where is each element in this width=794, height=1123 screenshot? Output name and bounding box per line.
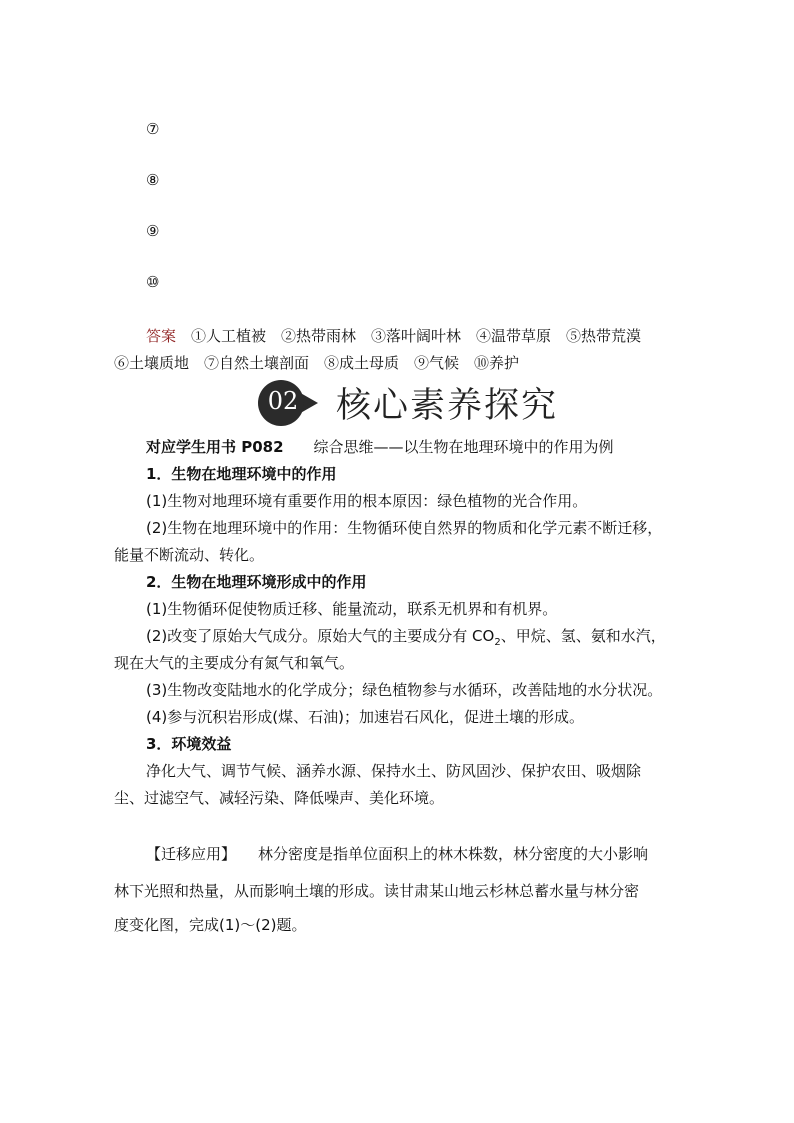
para-2a-text: (2)改变了原始大气成分。原始大气的主要成分有 CO (146, 627, 495, 645)
section-2-para-4: (4)参与沉积岩形成(煤、石油)；加速岩石风化，促进土壤的形成。 (146, 708, 584, 726)
reference-line (146, 436, 614, 458)
transfer-line-1 (146, 843, 648, 865)
section-banner (258, 378, 578, 428)
co2-subscript: 2 (494, 637, 501, 648)
transfer-text-1: 林分密度是指单位面积上的林木株数，林分密度的大小影响 (258, 845, 649, 863)
transfer-line-2: 林下光照和热量，从而影响土壤的形成。读甘肃某山地云杉林总蓄水量与林分密 (114, 882, 640, 900)
section-2-para-3: (3)生物改变陆地水的化学成分；绿色植物参与水循环，改善陆地的水分状况。 (146, 681, 663, 699)
section-3-para-1a: 净化大气、调节气候、涵养水源、保持水土、防风固沙、保护农田、吸烟除 (146, 762, 642, 780)
topic-title: 综合思维——以生物在地理环境中的作用为例 (313, 438, 614, 456)
banner-title: 核心素养探究 (336, 386, 559, 426)
section-1-para-2a: (2)生物在地理环境中的作用：生物循环使自然界的物质和化学元素不断迁移， (146, 519, 663, 537)
section-2-para-2b: 现在大气的主要成分有氮气和氧气。 (114, 654, 355, 672)
banner-number: 02 (267, 387, 299, 415)
blank-marker-8: ⑧ (146, 171, 160, 189)
section-1-para-2b: 能量不断流动、转化。 (114, 546, 265, 564)
answer-label: 答案 (146, 327, 177, 345)
transfer-line-3: 度变化图，完成(1)～(2)题。 (114, 916, 307, 934)
section-2-para-2a (146, 625, 666, 654)
blank-marker-10: ⑩ (146, 273, 160, 291)
answer-items-1: ①人工植被 ②热带雨林 ③落叶阔叶林 ④温带草原 ⑤热带荒漠 (191, 327, 642, 345)
section-2-heading: 2．生物在地理环境形成中的作用 (146, 573, 367, 591)
section-1-para-1: (1)生物对地理环境有重要作用的根本原因：绿色植物的光合作用。 (146, 492, 588, 510)
section-3-heading: 3．环境效益 (146, 735, 232, 753)
transfer-label: 【迁移应用】 (146, 845, 237, 863)
answer-line-1 (146, 325, 641, 346)
section-1-heading: 1．生物在地理环境中的作用 (146, 465, 337, 483)
blank-marker-9: ⑨ (146, 222, 160, 240)
section-2-para-1: (1)生物循环促使物质迁移、能量流动，联系无机界和有机界。 (146, 600, 558, 618)
answer-line-2: ⑥土壤质地 ⑦自然土壤剖面 ⑧成土母质 ⑨气候 ⑩养护 (114, 354, 520, 372)
book-reference: 对应学生用书 P082 (146, 438, 284, 456)
para-2a-tail: 、甲烷、氢、氨和水汽， (500, 627, 666, 645)
section-3-para-1b: 尘、过滤空气、减轻污染、降低噪声、美化环境。 (114, 789, 445, 807)
blank-marker-7: ⑦ (146, 120, 160, 138)
